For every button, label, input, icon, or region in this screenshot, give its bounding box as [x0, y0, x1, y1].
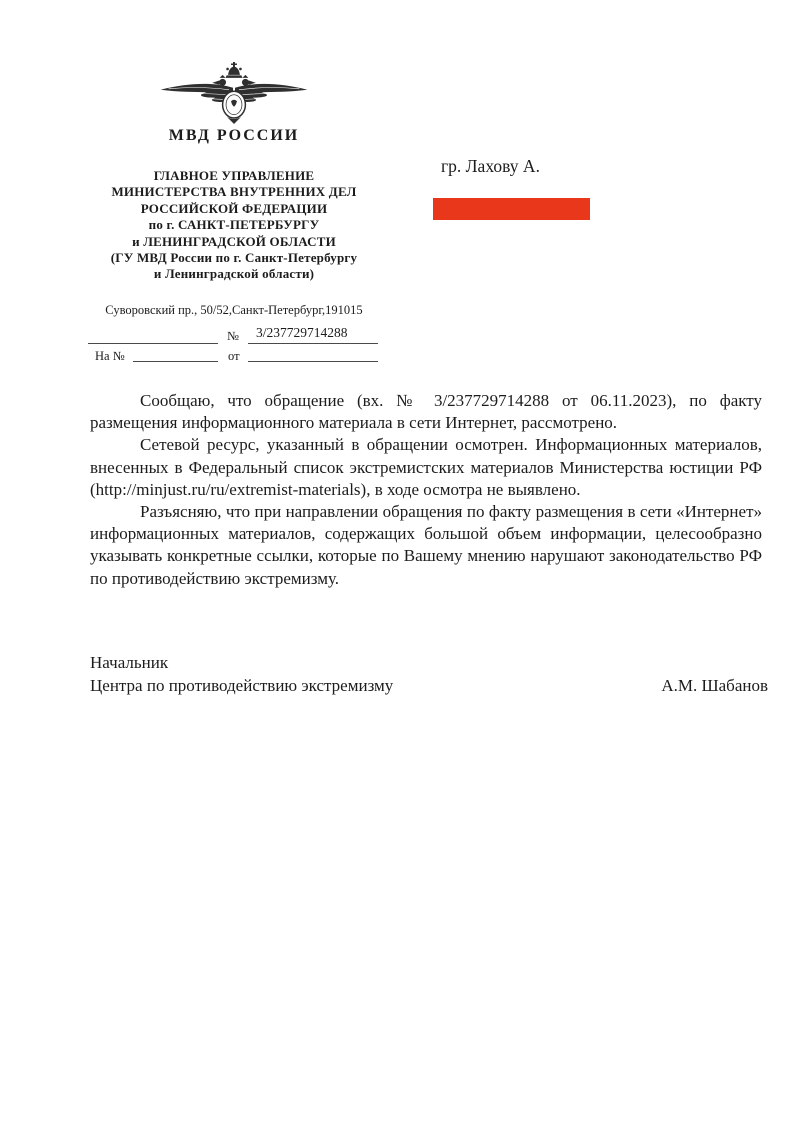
body-paragraph: Сообщаю, что обращение (вх. № 3/237729714288 от 06.11.2023), по факту размещения информационного материала в сети Интернет, рассмотрено.: [90, 391, 762, 433]
ref-number-value: 3/237729714288: [256, 325, 348, 340]
emblem-caption: МВД РОССИИ: [168, 127, 300, 144]
org-line: МИНИСТЕРСТВА ВНУТРЕННИХ ДЕЛ: [111, 184, 357, 200]
signer-position-line1: Начальник: [90, 653, 169, 672]
organization-name: [88, 168, 380, 283]
recipient-name: гр. Лахову А.: [441, 156, 540, 176]
org-line: и Ленинградской области): [153, 266, 315, 282]
ref-blank-line: [88, 343, 218, 344]
body-paragraph: Сетевой ресурс, указанный в обращении осмотрен. Информационных материалов, внесенных в Федеральный список экстремистских материалов Министерства юстиции РФ (http://minjust.ru/ru/extremist-materials), в ходе осмотра не выявлено.: [90, 435, 762, 499]
reply-ref-label: На №: [95, 349, 125, 363]
ref-number-underline: [248, 343, 378, 344]
letter-body: [90, 390, 762, 590]
postal-address: Суворовский пр., 50/52,Санкт-Петербург,191015: [105, 302, 363, 317]
org-line: (ГУ МВД России по г. Санкт-Петербургу: [110, 250, 358, 266]
org-line: РОССИЙСКОЙ ФЕДЕРАЦИИ: [140, 200, 328, 216]
letterhead-block: [88, 62, 380, 318]
org-line: ГЛАВНОЕ УПРАВЛЕНИЕ: [153, 168, 315, 183]
signer-name: А.М. Шабанов: [661, 676, 768, 695]
reply-ref-blank-line: [133, 361, 218, 362]
ref-number-label: №: [227, 329, 239, 343]
signer-position-line2: Центра по противодействию экстремизму: [90, 676, 394, 695]
ref-date-label: от: [228, 349, 240, 363]
org-line: по г. САНКТ-ПЕТЕРБУРГУ: [148, 217, 320, 233]
redaction-box: [433, 198, 590, 220]
signature-block: [90, 651, 768, 697]
ref-date-blank-line: [248, 361, 378, 362]
body-paragraph: Разъясняю, что при направлении обращения по факту размещения в сети «Интернет» информационных материалов, содержащих большой объем информации, целесообразно указывать конкретные ссылки, которые по Вашему мнению нарушают законодательство РФ по противодействию экстремизму.: [90, 502, 762, 588]
org-line: и ЛЕНИНГРАДСКОЙ ОБЛАСТИ: [132, 233, 336, 249]
mvd-double-headed-eagle-icon: [159, 62, 309, 124]
